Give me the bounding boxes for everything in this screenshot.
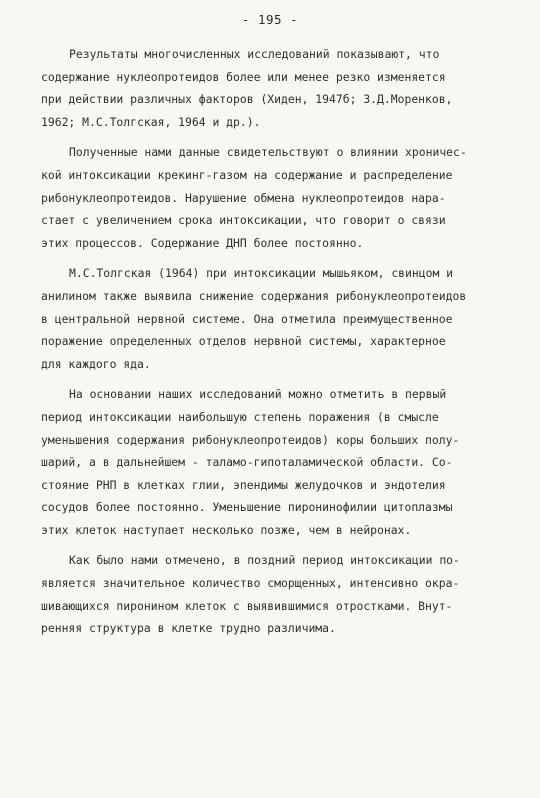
text-line: Полученные нами данные свидетельствуют о влиянии хроничес- (69, 145, 467, 160)
paragraph-4 (41, 383, 511, 541)
paragraph-3 (41, 262, 511, 375)
text-line: уменьшения содержания рибонуклеопротеидов) коры больших полу- (41, 432, 460, 447)
text-line: 1962; М.С.Толгская, 1964 и др.). (41, 114, 261, 129)
text-line: анилином также выявила снижение содержания рибонуклеопротеидов (41, 288, 467, 303)
text-line: стояние РНП в клетках глии, эпендимы желудочков и эндотелия (41, 477, 446, 492)
text-line: сосудов более постоянно. Уменьшение пиронинофилии цитоплазмы (41, 500, 453, 515)
text-line: содержание нуклеопротеидов более или менее резко изменяется (41, 69, 446, 84)
text-line: этих процессов. Содержание ДНП более постоянно. (41, 235, 364, 250)
text-line: Результаты многочисленных исследований показывают, что (69, 47, 440, 61)
text-line: М.С.Толгская (1964) при интоксикации мышьяком, свинцом и (69, 266, 454, 281)
text-line: шивающихся пиронином клеток с выявившимися отростками. Внут- (41, 598, 453, 613)
text-line: поражение определенных отделов нервной системы, характерное (41, 334, 446, 349)
text-line: этих клеток наступает несколько позже, чем в нейронах. (41, 522, 412, 537)
text-line: ренняя структура в клетке трудно различима. (41, 621, 336, 636)
page-number: - 195 - (241, 12, 299, 27)
text-line: кой интоксикации крекинг-газом на содержание и распределение (41, 167, 453, 182)
paragraph-5 (41, 549, 511, 639)
paragraph-1 (41, 43, 511, 133)
text-line: для каждого яда. (41, 356, 151, 371)
paragraph-2 (41, 141, 511, 254)
text-line: период интоксикации наибольшую степень поражения (в смысле (41, 409, 439, 424)
body-text (41, 43, 511, 640)
text-line: Как было нами отмечено, в поздний период интоксикации по- (69, 553, 460, 568)
text-line: стает с увеличением срока интоксикации, что говорит о связи (41, 213, 446, 228)
text-line: при действии различных факторов (Хиден, 1947б; З.Д.Моренков, (41, 92, 453, 107)
text-line: шарий, а в дальнейшем - таламо-гипоталамической области. Со- (41, 455, 453, 470)
text-line: в центральной нервной системе. Она отметила преимущественное (41, 311, 453, 326)
text-line: рибонуклеопротеидов. Нарушение обмена нуклеопротеидов нара- (41, 190, 446, 205)
text-line: На основании наших исследований можно отметить в первый (69, 387, 447, 402)
text-line: является значительное количество сморщенных, интенсивно окра- (41, 576, 460, 591)
